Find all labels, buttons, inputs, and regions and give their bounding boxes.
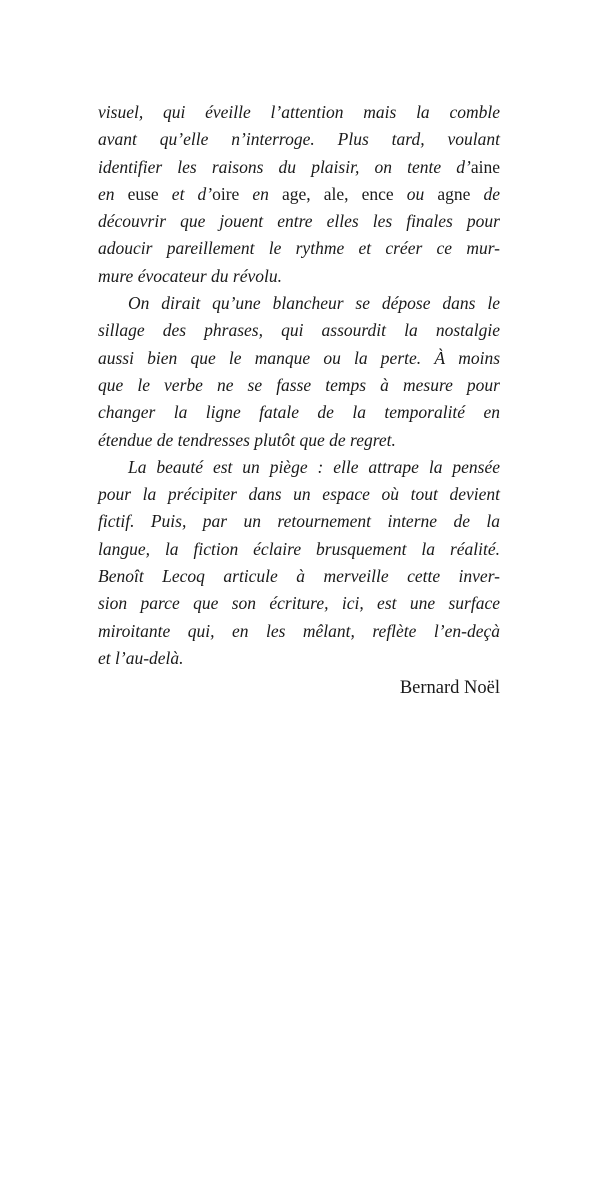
text-run: avant qu’elle n’interroge. Plus tard, voulant [98, 129, 500, 150]
text-run: découvrir que jouent entre elles les finales pour [98, 211, 500, 232]
text-line [98, 454, 500, 481]
text-line [98, 345, 500, 372]
text-line [98, 317, 500, 344]
text-run: que le verbe ne se fasse temps à mesure pour [98, 374, 500, 395]
paragraph [98, 99, 500, 290]
text-run: sion parce que son écriture, ici, est une surface [98, 593, 500, 614]
text-line [98, 181, 500, 208]
text-run: La beauté est un piège : elle attrape la pensée [128, 456, 500, 477]
text-run: de [470, 183, 500, 204]
text-run: identifier les raisons du plaisir, on tente d’ [98, 156, 471, 177]
text-line [98, 99, 500, 126]
text-line [98, 399, 500, 426]
text-line [98, 290, 500, 317]
text-line [98, 126, 500, 153]
text-line [98, 618, 500, 645]
text-run: oire [212, 183, 240, 204]
text-run: agne [437, 183, 471, 204]
text-line [98, 481, 500, 508]
text-run: et l’au-delà. [98, 647, 184, 668]
paragraph [98, 290, 500, 454]
text-run: étendue de tendresses plutôt que de regret. [98, 429, 396, 450]
text-line [98, 427, 500, 454]
text-run: mure évocateur du révolu. [98, 265, 283, 286]
text-run: On dirait qu’une blancheur se dépose dans le [128, 293, 500, 314]
text-run: age, ale, ence [282, 183, 394, 204]
body-text [98, 99, 500, 672]
text-line [98, 508, 500, 535]
text-line [98, 154, 500, 181]
text-run: fictif. Puis, par un retournement interne de la [98, 511, 500, 532]
text-line [98, 590, 500, 617]
text-line [98, 263, 500, 290]
text-line [98, 645, 500, 672]
text-run: ou [393, 183, 438, 204]
paragraph [98, 454, 500, 672]
author-signature: Bernard Noël [399, 678, 500, 698]
text-run: euse [127, 183, 159, 204]
text-line [98, 208, 500, 235]
text-run: en [98, 183, 128, 204]
text-line [98, 372, 500, 399]
text-run: visuel, qui éveille l’attention mais la comble [98, 102, 500, 122]
text-run: adoucir pareillement le rythme et créer ce mur- [98, 238, 500, 259]
text-run: miroitante qui, en les mêlant, reflète l’en-deçà [98, 620, 500, 641]
text-run: aine [470, 156, 500, 177]
text-run: Benoît Lecoq articule à merveille cette inver- [98, 566, 500, 587]
text-run: et d’ [158, 183, 213, 204]
text-run: langue, la fiction éclaire brusquement la réalité. [98, 538, 500, 559]
text-run: changer la ligne fatale de la temporalité en [98, 402, 500, 423]
text-line [98, 563, 500, 590]
text-run: sillage des phrases, qui assourdit la nostalgie [98, 320, 500, 341]
text-line [98, 235, 500, 262]
text-run: pour la précipiter dans un espace où tout devient [98, 484, 500, 505]
text-run: en [239, 183, 282, 204]
text-run: aussi bien que le manque ou la perte. À moins [98, 347, 500, 368]
text-line [98, 536, 500, 563]
